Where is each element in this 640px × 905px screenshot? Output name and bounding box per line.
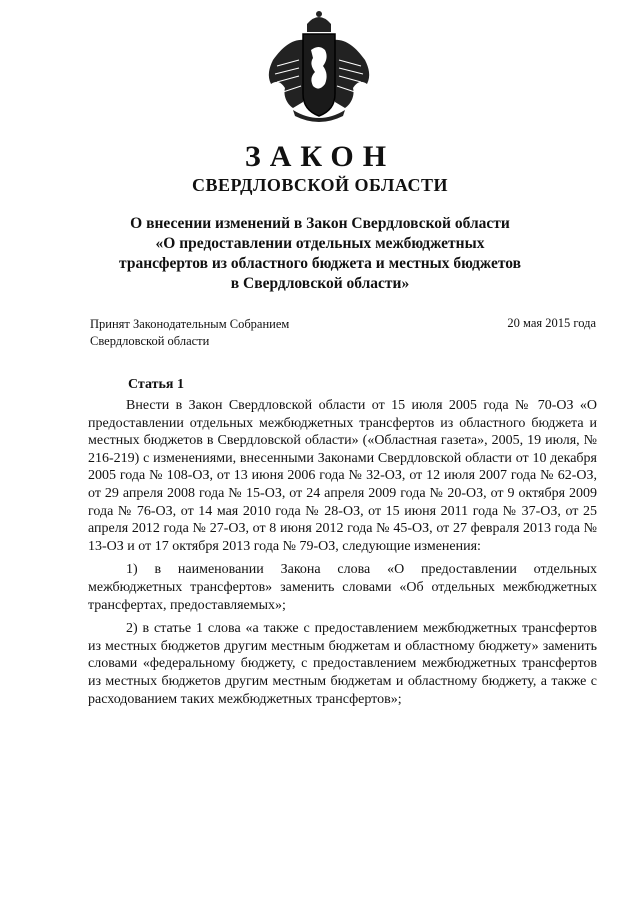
heading-line: «О предоставлении отдельных межбюджетных [155,235,485,252]
region-title: СВЕРДЛОВСКОЙ ОБЛАСТИ [192,175,448,195]
adoption-date: 20 мая 2015 года [507,316,596,330]
left-eagle-icon [269,40,307,108]
paragraph: 1) в наименовании Закона слова «О предоставлении отдельных межбюджетных трансфертов» заменить словами «Об отдельных межбюджетных трансфертах, предоставляемых»; [88,562,597,613]
adopted-line: Свердловской области [90,334,210,348]
law-heading [80,214,560,294]
coat-of-arms-emblem [263,10,375,126]
adopted-by [90,316,289,350]
crown-icon [307,11,331,32]
right-eagle-icon [331,40,369,108]
adopted-line: Принят Законодательным Собранием [90,317,290,331]
article-body [88,397,597,714]
heading-line: трансфертов из областного бюджета и местных бюджетов [119,255,521,272]
paragraph: Внести в Закон Свердловской области от 15 июля 2005 года № 70-ОЗ «О предоставлении отдельных межбюджетных трансфертов из областного бюджета и местных бюджетов в Свердловской области» («Областная газета», 2005, 19 июля, № 216-219) с изменениями, внесенными Законами Свердловской области от 10 декабря 2005 года № 108-ОЗ, от 13 июня 2006 года № 32-ОЗ, от 12 июля 2007 года № 62-ОЗ, от 29 апреля 2008 года № 15-ОЗ, от 24 апреля 2009 года № 20-ОЗ, от 9 октября 2009 года № 76-ОЗ, от 14 мая 2010 года № 28-ОЗ, от 15 июня 2011 года № 37-ОЗ, от 25 апреля 2012 года № 27-ОЗ, от 8 июня 2012 года № 45-ОЗ, от 27 февраля 2013 года № 13-ОЗ и от 17 октября 2013 года № 79-ОЗ, следующие изменения: [88,398,597,554]
article-title: Статья 1 [128,377,184,392]
law-title: ЗАКОН [244,140,396,173]
paragraph: 2) в статье 1 слова «а также с предоставлением межбюджетных трансфертов из местных бюджетов другим местным бюджетам и областному бюджету» заменить словами «федеральному бюджету, с предоставлением межбюджетных трансфертов из местных бюджетов другим местным бюджетам и областному бюджету, а также с расходованием таких межбюджетных трансфертов»; [88,621,597,707]
heading-line: О внесении изменений в Закон Свердловской области [130,215,510,232]
heading-line: в Свердловской области» [230,275,410,292]
